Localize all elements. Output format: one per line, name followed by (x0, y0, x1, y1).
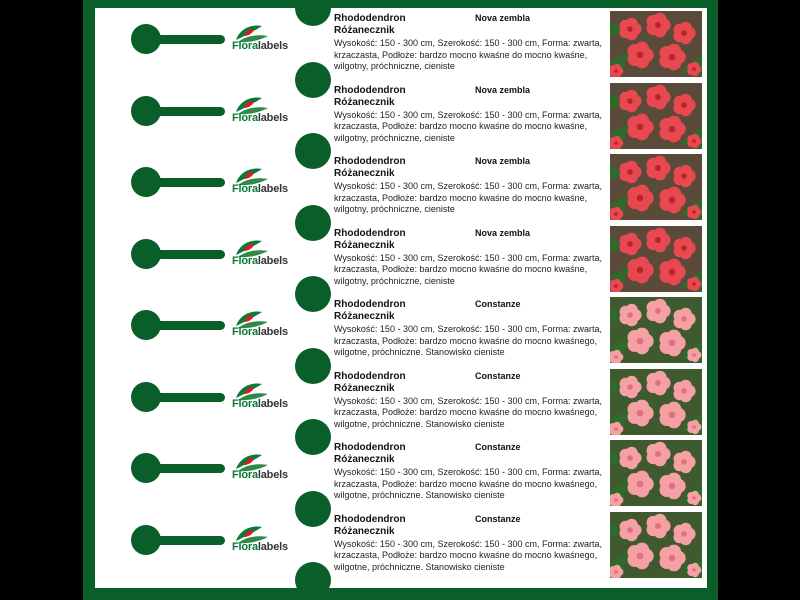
plant-name (334, 299, 406, 323)
red-rhododendron-flower-icon (610, 83, 702, 149)
flower-photo (610, 11, 702, 77)
floralabels-logo (232, 451, 296, 481)
cultivar-name: Nova zembla (475, 13, 531, 23)
plant-label (95, 437, 707, 508)
red-rhododendron-flower-icon (610, 11, 702, 77)
cultivar-name: Nova zembla (475, 156, 531, 166)
plant-description: Wysokość: 150 - 300 cm, Szerokość: 150 - 300 cm, Forma: zwarta, krzaczasta, Podłoże: bardzo mocno kwaśne do mocno kwaśne, wilgotny, próchniczne, cieniste (334, 181, 603, 214)
hang-tab-stem (153, 250, 225, 259)
plant-label (95, 294, 707, 365)
cultivar-name: Constanze (475, 299, 521, 309)
cultivar-name: Constanze (475, 442, 521, 452)
flower-photo (610, 83, 702, 149)
plant-description: Wysokość: 150 - 300 cm, Szerokość: 150 - 300 cm, Forma: zwarta, krzaczasta, Podłoże: bardzo mocno kwaśne do mocno kwaśne, wilgotny, próchniczne, cieniste (334, 252, 603, 286)
die-cut-notch (295, 62, 331, 98)
logo-flora-text: Flora (232, 540, 258, 553)
plant-description: Wysokość: 150 - 300 cm, Szerokość: 150 - 300 cm, Forma: zwarta, krzaczasta, Podłoże: bardzo mocno kwaśne do mocno kwaśnego, wilgotne, próchniczne. Stanowisko cieniste (334, 538, 603, 572)
floralabels-logo (232, 523, 296, 553)
plant-description: Wysokość: 150 - 300 cm, Szerokość: 150 - 300 cm, Forma: zwarta, krzaczasta, Podłoże: bardzo mocno kwaśne do mocno kwaśnego, wilgotne, próchniczne. Stanowisko cieniste (334, 395, 603, 429)
floralabels-logo (232, 237, 296, 267)
logo-labels-text: labels (257, 183, 288, 195)
die-cut-notch (295, 205, 331, 241)
flower-photo (610, 154, 702, 220)
flower-photo (610, 369, 702, 435)
plant-label (95, 509, 707, 580)
cultivar-name: Nova zembla (475, 84, 531, 95)
common-name: Różanecznik (334, 382, 395, 394)
hang-tab-stem (153, 536, 225, 545)
plant-label (95, 223, 707, 294)
logo-wordmark (232, 255, 288, 267)
pink-rhododendron-flower-icon (610, 297, 702, 363)
logo-flora-text: Flora (232, 254, 258, 267)
common-name: Różanecznik (334, 454, 395, 465)
logo-wordmark (232, 398, 288, 410)
hang-tab-stem (153, 393, 225, 402)
die-cut-notch (295, 348, 331, 384)
logo-wordmark (232, 40, 288, 52)
logo-flora-text: Flora (232, 326, 258, 338)
logo-labels-text: labels (257, 540, 288, 553)
die-cut-notch (295, 276, 331, 312)
die-cut-notch (295, 562, 331, 598)
floralabels-logo (232, 22, 296, 52)
hang-tab-stem (153, 321, 225, 330)
pink-rhododendron-flower-icon (610, 512, 702, 578)
hang-tab-stem (153, 464, 225, 473)
logo-labels-text: labels (257, 397, 288, 410)
genus-name: Rhododendron (334, 227, 406, 239)
common-name: Różanecznik (334, 168, 395, 179)
genus-name: Rhododendron (334, 13, 406, 24)
genus-name: Rhododendron (334, 442, 406, 453)
flower-photo (610, 226, 702, 292)
logo-labels-text: labels (257, 111, 288, 124)
plant-description: Wysokość: 150 - 300 cm, Szerokość: 150 - 300 cm, Forma: zwarta, krzaczasta, Podłoże: bardzo mocno kwaśne do mocno kwaśne, wilgotny, próchniczne, cieniste (334, 38, 603, 71)
hang-tab-stem (153, 35, 225, 44)
plant-name (334, 442, 406, 466)
cultivar-name: Constanze (475, 370, 521, 381)
plant-label (95, 151, 707, 222)
logo-wordmark (232, 469, 288, 481)
logo-labels-text: labels (257, 40, 288, 52)
plant-name (334, 514, 406, 538)
die-cut-notch (295, 133, 331, 169)
common-name: Różanecznik (334, 96, 395, 108)
common-name: Różanecznik (334, 25, 395, 36)
common-name: Różanecznik (334, 239, 395, 251)
genus-name: Rhododendron (334, 299, 406, 310)
floralabels-logo (232, 380, 296, 410)
pink-rhododendron-flower-icon (610, 440, 702, 506)
genus-name: Rhododendron (334, 84, 406, 96)
genus-name: Rhododendron (334, 370, 406, 382)
common-name: Różanecznik (334, 525, 395, 537)
red-rhododendron-flower-icon (610, 226, 702, 292)
logo-flora-text: Flora (232, 40, 258, 52)
hang-tab-stem (153, 107, 225, 116)
plant-description: Wysokość: 150 - 300 cm, Szerokość: 150 - 300 cm, Forma: zwarta, krzaczasta, Podłoże: bardzo mocno kwaśne do mocno kwaśnego, wilgotne, próchniczne. Stanowisko cieniste (334, 324, 603, 357)
die-cut-notch (295, 491, 331, 527)
plant-label (95, 366, 707, 437)
logo-flora-text: Flora (232, 183, 258, 195)
pink-rhododendron-flower-icon (610, 369, 702, 435)
plant-name (334, 228, 406, 252)
floralabels-logo (232, 308, 296, 338)
logo-wordmark (232, 183, 288, 195)
flower-photo (610, 440, 702, 506)
plant-name (334, 156, 406, 180)
common-name: Różanecznik (334, 311, 395, 322)
plant-name (334, 85, 406, 109)
logo-labels-text: labels (257, 326, 288, 338)
flower-photo (610, 512, 702, 578)
plant-label (95, 8, 707, 79)
genus-name: Rhododendron (334, 156, 406, 167)
logo-wordmark (232, 112, 288, 124)
red-rhododendron-flower-icon (610, 154, 702, 220)
plant-description: Wysokość: 150 - 300 cm, Szerokość: 150 - 300 cm, Forma: zwarta, krzaczasta, Podłoże: bardzo mocno kwaśne do mocno kwaśne, wilgotny, próchniczne, cieniste (334, 109, 603, 143)
genus-name: Rhododendron (334, 513, 406, 525)
logo-flora-text: Flora (232, 469, 258, 481)
plant-name (334, 13, 406, 37)
hang-tab-stem (153, 178, 225, 187)
logo-labels-text: labels (257, 254, 288, 267)
logo-flora-text: Flora (232, 111, 258, 124)
logo-flora-text: Flora (232, 397, 258, 410)
logo-wordmark (232, 541, 288, 553)
logo-labels-text: labels (257, 469, 288, 481)
flower-photo (610, 297, 702, 363)
label-sheet (95, 8, 707, 588)
plant-name (334, 371, 406, 395)
cultivar-name: Constanze (475, 513, 521, 524)
logo-wordmark (232, 326, 288, 338)
die-cut-notch (295, 419, 331, 455)
cultivar-name: Nova zembla (475, 227, 531, 238)
floralabels-logo (232, 94, 296, 124)
floralabels-logo (232, 165, 296, 195)
plant-description: Wysokość: 150 - 300 cm, Szerokość: 150 - 300 cm, Forma: zwarta, krzaczasta, Podłoże: bardzo mocno kwaśne do mocno kwaśnego, wilgotne, próchniczne. Stanowisko cieniste (334, 467, 603, 500)
plant-label (95, 80, 707, 151)
